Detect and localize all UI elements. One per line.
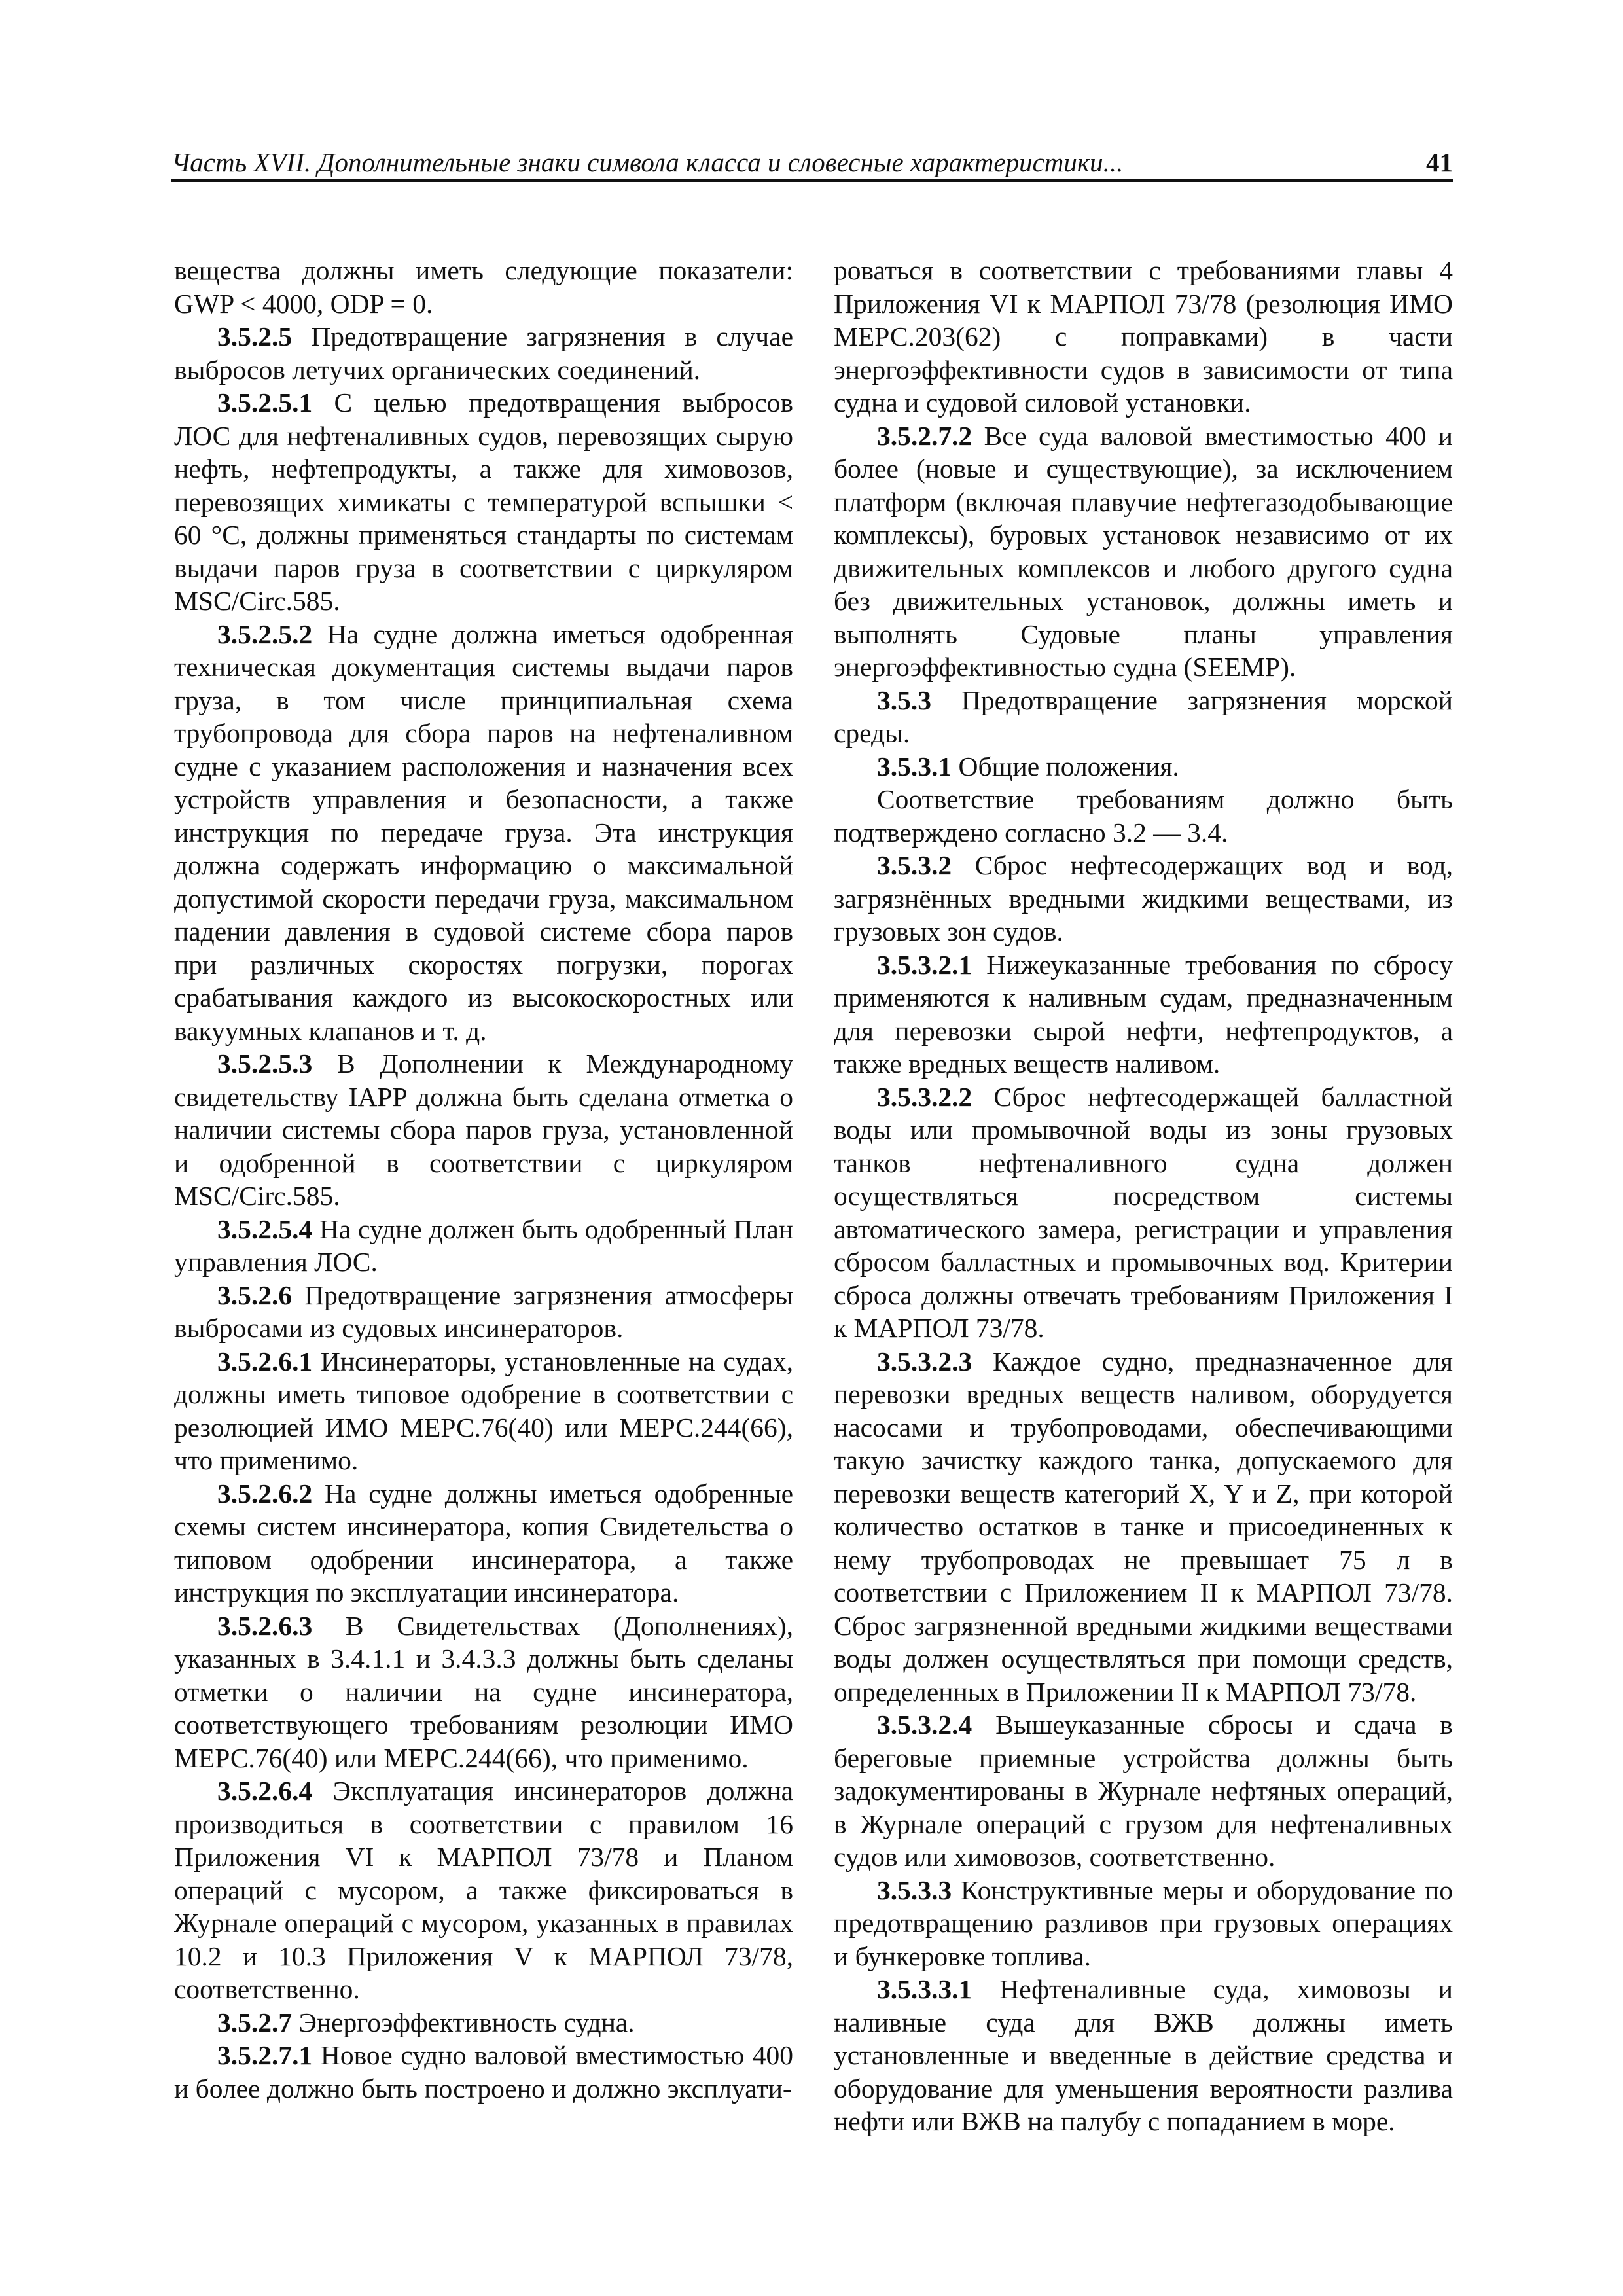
section-number: 3.5.2.5 [217, 321, 293, 351]
section-number: 3.5.2.5.4 [217, 1213, 313, 1244]
section-number: 3.5.3.3.1 [877, 1974, 972, 2004]
section-number: 3.5.3.1 [877, 751, 952, 781]
header-title: Часть XVII. Дополнительные знаки символа класса и словесные характеристики... [171, 147, 1124, 177]
section-number: 3.5.2.7 [217, 2007, 293, 2037]
paragraph [834, 1345, 1453, 1709]
section-number: 3.5.2.5.2 [217, 619, 313, 649]
paragraph-text: Соответствие требованиям должно быть подтверждено согласно 3.2 — 3.4. [834, 784, 1453, 848]
paragraph-text: Предотвращение загрязнения в случае выбросов летучих органических соединений. [174, 321, 793, 385]
paragraph-text: Эксплуатация инсинераторов должна производиться в соответствии с правилом 16 Приложения VI к МАРПОЛ 73/78 и Планом операций с мусором, а также фиксироваться в Журнале операций с мусором, указанных в правилах 10.2 и 10.3 Приложения V к МАРПОЛ 73/78, соответственно. [174, 1776, 793, 2004]
paragraph [174, 618, 793, 1048]
page-number: 41 [1426, 147, 1453, 177]
paragraph [834, 1708, 1453, 1874]
section-number: 3.5.2.6.4 [217, 1776, 313, 1806]
section-number: 3.5.2.7.2 [877, 420, 972, 451]
section-number: 3.5.3.2.3 [877, 1346, 972, 1376]
paragraph [174, 1345, 793, 1477]
section-number: 3.5.2.6.1 [217, 1346, 313, 1376]
section-number: 3.5.2.6 [217, 1280, 293, 1310]
paragraph [834, 783, 1453, 849]
section-number: 3.5.2.7.1 [217, 2040, 313, 2070]
paragraph [834, 1874, 1453, 1973]
paragraph-text: Конструктивные меры и оборудование по предотвращению разливов при грузовых операциях и бункеровке топлива. [834, 1874, 1453, 1971]
paragraph-text: Инсинераторы, установленные на судах, должны иметь типовое одобрение в соответствии с резолюцией ИМО МЕРС.76(40) или МЕРС.244(66), что применимо. [174, 1346, 793, 1475]
paragraph [174, 1047, 793, 1213]
section-number: 3.5.3.2.4 [877, 1710, 972, 1740]
paragraph-text: Вышеуказанные сбросы и сдача в береговые приемные устройства должны быть задокументированы в Журнале нефтяных операций, в Журнале операций с грузом для нефтеналивных судов или химовозов, соответственно. [834, 1710, 1453, 1872]
section-number: 3.5.3.2.2 [877, 1081, 972, 1112]
paragraph [174, 1477, 793, 1609]
section-number: 3.5.2.6.2 [217, 1478, 313, 1509]
paragraph [834, 254, 1453, 420]
paragraph-text: Нижеуказанные требования по сбросу применяются к наливным судам, предназначенным для перевозки сырой нефти, нефтепродуктов, а также вредных веществ наливом. [834, 949, 1453, 1079]
paragraph-text: На судне должен быть одобренный План управления ЛОС. [174, 1213, 793, 1277]
paragraph [174, 1774, 793, 2006]
paragraph-text: Нефтеналивные суда, химовозы и наливные суда для ВЖВ должны иметь установленные и введенные в действие средства и оборудование для уменьшения вероятности разлива нефти или ВЖВ на палубу с попаданием в море. [834, 1974, 1453, 2136]
paragraph [174, 1609, 793, 1775]
paragraph [174, 320, 793, 386]
paragraph [834, 948, 1453, 1081]
paragraph-text: Предотвращение загрязнения морской среды. [834, 685, 1453, 748]
paragraph [174, 2039, 793, 2105]
paragraph-text: Все суда валовой вместимостью 400 и более (новые и существующие), за исключением платформ (включая плавучие нефтегазодобывающие комплексы), буровых установок независимо от их движительных комплексов и любого другого судна без движительных установок, должны иметь и выполнять Судовые планы управления энергоэффективностью судна (SEEMP). [834, 420, 1453, 682]
paragraph [834, 849, 1453, 948]
paragraph [174, 1279, 793, 1345]
paragraph-text: Сброс нефтесодержащих вод и вод, загрязнённых вредными жидкими веществами, из грузовых зон судов. [834, 850, 1453, 946]
paragraph [834, 750, 1453, 783]
section-number: 3.5.3.2 [877, 850, 952, 880]
section-number: 3.5.2.5.1 [217, 387, 313, 418]
paragraph [174, 254, 793, 320]
paragraph [834, 684, 1453, 750]
paragraph-text: На судне должны иметься одобренные схемы систем инсинератора, копия Свидетельства о типовом одобрении инсинератора, а также инструкция по эксплуатации инсинератора. [174, 1478, 793, 1607]
paragraph-text: Общие положения. [952, 751, 1179, 781]
paragraph [174, 2006, 793, 2039]
paragraph-text: Каждое судно, предназначенное для перевозки вредных веществ наливом, оборудуется насосами и трубопроводами, обеспечивающими такую зачистку каждого танка, допускаемого для перевозки веществ категорий X, Y и Z, при которой количество остатков в танке и присоединенных к нему трубопроводах не превышает 75 л в соответствии с Приложением II к МАРПОЛ 73/78. Сброс загрязненной вредными жидкими веществами воды должен осуществляться при помощи средств, определенных в Приложении II к МАРПОЛ 73/78. [834, 1346, 1453, 1707]
paragraph [834, 1973, 1453, 2138]
paragraph-text: В Дополнении к Международному свидетельству IAPP должна быть сделана отметка о наличии системы сбора паров груза, установленной и одобренной в соответствии с циркуляром MSC/Circ.585. [174, 1049, 793, 1211]
paragraph-text: роваться в соответствии с требованиями главы 4 Приложения VI к МАРПОЛ 73/78 (резолюция ИМО МЕРС.203(62) с поправками) в части энергоэффективности судов в зависимости от типа судна и судовой силовой установки. [834, 255, 1453, 418]
section-number: 3.5.3 [877, 685, 931, 715]
paragraph-text: Предотвращение загрязнения атмосферы выбросами из судовых инсинераторов. [174, 1280, 793, 1343]
paragraph [174, 1213, 793, 1279]
section-number: 3.5.2.6.3 [217, 1610, 313, 1641]
paragraph-text: вещества должны иметь следующие показатели: GWP < 4000, ODP = 0. [174, 255, 793, 319]
paragraph-text: Сброс нефтесодержащей балластной воды или промывочной воды из зоны грузовых танков нефтеналивного судна должен осуществляться посредством системы автоматического замера, регистрации и управления сбросом балластных и промывочных вод. Критерии сброса должны отвечать требованиям Приложения I к МАРПОЛ 73/78. [834, 1081, 1453, 1343]
paragraph-text: Новое судно валовой вместимостью 400 и более должно быть построено и должно эксплуати- [174, 2040, 793, 2104]
paragraph-text: В Свидетельствах (Дополнениях), указанных в 3.4.1.1 и 3.4.3.3 должны быть сделаны отметки о наличии на судне инсинератора, соответствующего требованиям резолюции ИМО МЕРС.76(40) или МЕРС.244(66), что применимо. [174, 1610, 793, 1773]
paragraph-text: С целью предотвращения выбросов ЛОС для нефтеналивных судов, перевозящих сырую нефть, нефтепродукты, а также для химовозов, перевозящих химикаты с температурой вспышки < 60 °С, должны применяться стандарты по системам выдачи паров груза в соответствии с циркуляром MSC/Circ.585. [174, 387, 793, 616]
paragraph [834, 1081, 1453, 1345]
section-number: 3.5.3.2.1 [877, 949, 972, 980]
section-number: 3.5.2.5.3 [217, 1049, 313, 1079]
running-header [171, 143, 1453, 182]
right-column [834, 254, 1453, 2138]
paragraph [174, 386, 793, 618]
paragraph-text: Энергоэффективность судна. [292, 2007, 635, 2037]
paragraph [834, 420, 1453, 684]
left-column [174, 254, 793, 2105]
section-number: 3.5.3.3 [877, 1874, 952, 1905]
paragraph-text: На судне должна иметься одобренная техническая документация системы выдачи паров груза, в том числе принципиальная схема трубопровода для сбора паров на нефтеналивном судне с указанием расположения и назначения всех устройств управления и безопасности, а также инструкция по передаче груза. Эта инструкция должна содержать информацию о максимальной допустимой скорости передачи груза, максимальном падении давления в судовой системе сбора паров при различных скоростях погрузки, порогах срабатывания каждого из высокоскоростных или вакуумных клапанов и т. д. [174, 619, 793, 1046]
